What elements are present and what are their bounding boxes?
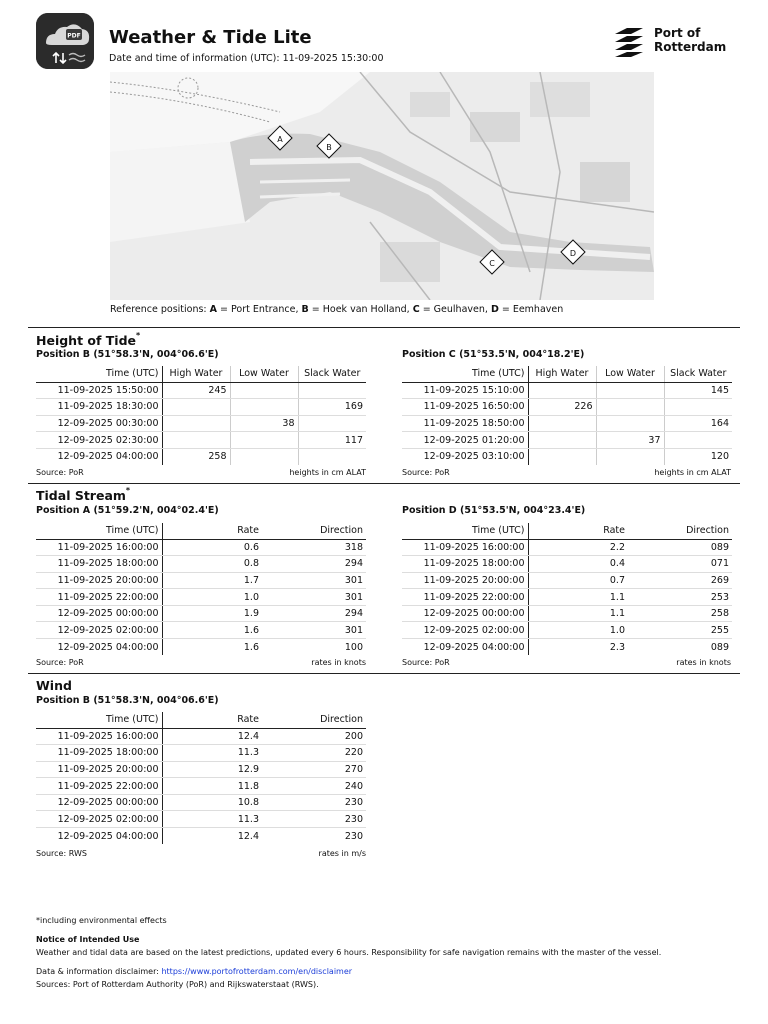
table-cell: 0.7 — [528, 572, 628, 589]
table-cell: 11-09-2025 18:50:00 — [402, 415, 528, 432]
table-cell — [664, 399, 732, 416]
table-cell: 12-09-2025 03:10:00 — [402, 448, 528, 465]
table-row — [36, 556, 366, 573]
table-row — [36, 415, 366, 432]
table-cell: 11-09-2025 16:00:00 — [36, 728, 162, 745]
stream-right-position: Position D (51°53.5'N, 004°23.4'E) — [402, 505, 586, 516]
column-header: High Water — [528, 366, 596, 382]
logo-line-1: Port of — [654, 26, 701, 40]
pdf-badge-text: PDF — [67, 32, 81, 40]
table-cell: 12-09-2025 04:00:00 — [402, 639, 528, 656]
table-row — [36, 811, 366, 828]
ref-name-a: = Port Entrance, — [217, 304, 302, 315]
notice-title-text: Notice of Intended Use — [36, 935, 140, 944]
tide-left-position: Position B (51°58.3'N, 004°06.6'E) — [36, 349, 219, 360]
table-row — [36, 382, 366, 399]
table-cell: 11-09-2025 15:50:00 — [36, 382, 162, 399]
table-cell: 258 — [162, 448, 230, 465]
stream-left-source: Source: PoR — [36, 658, 84, 667]
table-cell — [528, 415, 596, 432]
table-cell: 2.3 — [609, 641, 625, 653]
wind-position: Position B (51°58.3'N, 004°06.6'E) — [36, 695, 219, 706]
table-cell: 1.6 — [243, 641, 259, 653]
tide-right-unit: heights in cm ALAT — [654, 468, 731, 477]
column-header: Rate — [162, 712, 262, 728]
ref-key-a: A — [209, 304, 218, 315]
table-cell: 0.6 — [162, 539, 262, 556]
table-cell: 12-09-2025 00:30:00 — [36, 415, 162, 432]
table-cell: 2.2 — [528, 539, 628, 556]
column-header: Direction — [262, 712, 366, 728]
table-cell: 145 — [664, 382, 732, 399]
ref-key-b: B — [301, 304, 309, 315]
logo-mark-icon — [613, 26, 649, 58]
table-cell — [596, 448, 664, 465]
table-cell: 220 — [262, 745, 366, 762]
table-row — [402, 605, 732, 622]
table-cell: 10.8 — [162, 794, 262, 811]
table-cell: 270 — [262, 761, 366, 778]
table-row — [36, 761, 366, 778]
table-cell: 230 — [262, 811, 366, 828]
sources-line: Sources: Port of Rotterdam Authority (PoR) and Rijkswaterstaat (RWS). — [36, 980, 319, 989]
table-cell: 11-09-2025 18:30:00 — [36, 399, 162, 416]
column-header: Time (UTC) — [36, 366, 162, 382]
table-cell: 11-09-2025 20:00:00 — [36, 572, 162, 589]
tide-title-text: Height of Tide — [36, 333, 137, 348]
table-cell: 089 — [710, 641, 729, 653]
table-cell — [298, 448, 366, 465]
table-row — [402, 589, 732, 606]
table-cell: 255 — [628, 622, 732, 639]
table-cell: 253 — [628, 589, 732, 606]
table-cell: 12-09-2025 02:00:00 — [402, 622, 528, 639]
table-cell — [162, 432, 230, 449]
table-cell: 38 — [230, 415, 298, 432]
table-cell: 100 — [344, 641, 363, 653]
stream-title-text: Tidal Stream — [36, 488, 126, 503]
table-cell — [298, 382, 366, 399]
table-cell — [528, 448, 596, 465]
ref-name-c: = Geulhaven, — [419, 304, 491, 315]
table-row — [402, 399, 732, 416]
tide-section-title — [36, 333, 140, 348]
table-cell: 12.9 — [162, 761, 262, 778]
table-row — [36, 745, 366, 762]
table-cell: 12-09-2025 02:30:00 — [36, 432, 162, 449]
table-cell — [596, 415, 664, 432]
logo-line-2: Rotterdam — [654, 40, 727, 54]
column-header: Direction — [262, 523, 366, 539]
table-cell: 11-09-2025 22:00:00 — [36, 778, 162, 795]
wind-table-b — [36, 712, 366, 844]
map-marker-b-label: B — [326, 143, 332, 152]
info-datetime: Date and time of information (UTC): 11-09-2025 15:30:00 — [109, 53, 384, 64]
table-header-row — [36, 366, 366, 382]
ref-name-b: = Hoek van Holland, — [308, 304, 413, 315]
table-header-row — [402, 523, 732, 539]
stream-right-source: Source: PoR — [402, 658, 450, 667]
table-cell: 12-09-2025 02:00:00 — [36, 811, 162, 828]
table-cell — [230, 448, 298, 465]
table-row — [36, 432, 366, 449]
column-header: Direction — [628, 523, 732, 539]
table-cell: 12-09-2025 00:00:00 — [36, 794, 162, 811]
table-row — [36, 539, 366, 556]
table-row — [402, 639, 732, 656]
table-cell: 269 — [628, 572, 732, 589]
table-cell: 200 — [262, 728, 366, 745]
table-row — [402, 448, 732, 465]
table-row — [402, 539, 732, 556]
table-cell — [230, 432, 298, 449]
table-cell — [230, 399, 298, 416]
table-cell — [596, 399, 664, 416]
table-cell: 11-09-2025 16:50:00 — [402, 399, 528, 416]
table-row — [36, 794, 366, 811]
table-row — [36, 589, 366, 606]
table-cell: 11-09-2025 22:00:00 — [36, 589, 162, 606]
wind-source: Source: RWS — [36, 849, 87, 858]
table-cell: 0.4 — [528, 556, 628, 573]
table-row — [36, 828, 366, 845]
table-cell: 1.9 — [162, 605, 262, 622]
table-cell: 11.3 — [162, 745, 262, 762]
table-cell: 169 — [298, 399, 366, 416]
stream-right-unit: rates in knots — [676, 658, 731, 667]
column-header: Time (UTC) — [36, 712, 162, 728]
table-cell: 301 — [262, 589, 366, 606]
table-cell: 1.0 — [162, 589, 262, 606]
map-caption — [110, 304, 563, 315]
stream-table-d — [402, 523, 732, 655]
table-row — [36, 572, 366, 589]
page-title: Weather & Tide Lite — [109, 27, 312, 48]
table-cell: 11-09-2025 18:00:00 — [36, 745, 162, 762]
table-cell: 11-09-2025 16:00:00 — [36, 539, 162, 556]
table-row — [36, 605, 366, 622]
table-cell: 1.0 — [528, 622, 628, 639]
tide-left-unit: heights in cm ALAT — [289, 468, 366, 477]
stream-title-star: * — [125, 486, 131, 495]
ref-key-d: D — [490, 304, 499, 315]
ref-key-c: C — [412, 304, 420, 315]
table-row — [36, 778, 366, 795]
table-cell: 258 — [628, 605, 732, 622]
table-cell: 11-09-2025 15:10:00 — [402, 382, 528, 399]
table-row — [36, 448, 366, 465]
table-cell: 245 — [162, 382, 230, 399]
tide-title-star: * — [136, 331, 141, 340]
stream-table-a — [36, 523, 366, 655]
column-header: Low Water — [596, 366, 664, 382]
column-header: Time (UTC) — [402, 523, 528, 539]
map-marker-a-label: A — [277, 135, 283, 144]
table-row — [402, 415, 732, 432]
table-cell: 301 — [262, 622, 366, 639]
table-cell: 1.1 — [528, 589, 628, 606]
disclaimer-link[interactable]: https://www.portofrotterdam.com/en/disclaimer — [161, 967, 353, 976]
table-cell — [162, 399, 230, 416]
tide-table-c — [402, 366, 732, 465]
caption-prefix: Reference positions: — [110, 304, 210, 315]
table-cell: 117 — [298, 432, 366, 449]
stream-left-position: Position A (51°59.2'N, 004°02.4'E) — [36, 505, 219, 516]
map-marker-d-label: D — [569, 249, 577, 258]
table-cell — [528, 382, 596, 399]
port-of-rotterdam-logo — [613, 26, 733, 58]
stream-left-unit: rates in knots — [311, 658, 366, 667]
table-cell: 11-09-2025 20:00:00 — [36, 761, 162, 778]
disclaimer-label: Data & information disclaimer: — [36, 967, 162, 976]
table-cell: 294 — [262, 605, 366, 622]
wind-section-title: Wind — [36, 678, 72, 693]
table-cell: 226 — [528, 399, 596, 416]
table-cell: 1.6 — [162, 622, 262, 639]
table-cell: 301 — [262, 572, 366, 589]
table-cell — [230, 382, 298, 399]
table-cell — [596, 382, 664, 399]
table-row — [36, 639, 366, 656]
table-cell: 071 — [628, 556, 732, 573]
table-row — [36, 399, 366, 416]
table-row — [402, 622, 732, 639]
table-cell: 11-09-2025 16:00:00 — [402, 539, 528, 556]
table-row — [402, 382, 732, 399]
column-header: Slack Water — [298, 366, 366, 382]
wind-unit: rates in m/s — [318, 849, 366, 858]
table-cell: 164 — [664, 415, 732, 432]
table-row — [402, 432, 732, 449]
table-cell: 11.8 — [162, 778, 262, 795]
stream-section-title — [36, 488, 130, 503]
table-row — [36, 622, 366, 639]
section-divider — [28, 327, 740, 328]
notice-text: Weather and tidal data are based on the latest predictions, updated every 6 hours. Responsibility for safe navigation remains with the master of the vessel. — [36, 948, 662, 957]
tide-right-source: Source: PoR — [402, 468, 450, 477]
table-cell — [298, 415, 366, 432]
table-cell: 1.7 — [162, 572, 262, 589]
table-cell: 12-09-2025 04:00:00 — [36, 828, 162, 845]
table-cell: 0.8 — [162, 556, 262, 573]
column-header: Rate — [528, 523, 628, 539]
table-row — [36, 728, 366, 745]
reference-map — [110, 72, 654, 300]
table-cell: 11-09-2025 18:00:00 — [402, 556, 528, 573]
tide-right-position: Position C (51°53.5'N, 004°18.2'E) — [402, 349, 585, 360]
table-header-row — [402, 366, 732, 382]
table-header-row — [36, 712, 366, 728]
table-cell: 240 — [262, 778, 366, 795]
table-cell — [528, 432, 596, 449]
table-cell: 318 — [262, 539, 366, 556]
table-cell: 12-09-2025 00:00:00 — [402, 605, 528, 622]
tide-left-source: Source: PoR — [36, 468, 84, 477]
table-cell: 11-09-2025 18:00:00 — [36, 556, 162, 573]
table-cell: 12.4 — [162, 728, 262, 745]
table-cell: 089 — [628, 539, 732, 556]
table-row — [402, 556, 732, 573]
table-row — [402, 572, 732, 589]
disclaimer-line — [36, 967, 352, 976]
table-cell: 12-09-2025 01:20:00 — [402, 432, 528, 449]
table-cell — [664, 432, 732, 449]
section-divider — [28, 483, 740, 484]
table-cell: 37 — [596, 432, 664, 449]
footnote: *including environmental effects — [36, 916, 167, 925]
table-cell: 11-09-2025 22:00:00 — [402, 589, 528, 606]
notice-title — [36, 935, 139, 944]
column-header: Slack Water — [664, 366, 732, 382]
column-header: Time (UTC) — [402, 366, 528, 382]
table-cell: 11-09-2025 20:00:00 — [402, 572, 528, 589]
table-cell: 12.4 — [237, 830, 259, 842]
table-cell: 12-09-2025 02:00:00 — [36, 622, 162, 639]
table-cell: 12-09-2025 04:00:00 — [36, 639, 162, 656]
table-cell: 12-09-2025 00:00:00 — [36, 605, 162, 622]
column-header: Rate — [162, 523, 262, 539]
table-cell: 120 — [710, 451, 729, 463]
column-header: High Water — [162, 366, 230, 382]
tide-table-b — [36, 366, 366, 465]
table-cell: 11.3 — [162, 811, 262, 828]
map-marker-c-label: C — [489, 259, 495, 268]
column-header: Low Water — [230, 366, 298, 382]
table-cell: 294 — [262, 556, 366, 573]
ref-name-d: = Eemhaven — [498, 304, 564, 315]
table-cell: 12-09-2025 04:00:00 — [36, 448, 162, 465]
table-cell: 1.1 — [528, 605, 628, 622]
table-cell: 230 — [344, 830, 363, 842]
table-cell — [162, 415, 230, 432]
table-header-row — [36, 523, 366, 539]
section-divider — [28, 673, 740, 674]
column-header: Time (UTC) — [36, 523, 162, 539]
app-icon — [36, 13, 94, 69]
table-cell: 230 — [262, 794, 366, 811]
